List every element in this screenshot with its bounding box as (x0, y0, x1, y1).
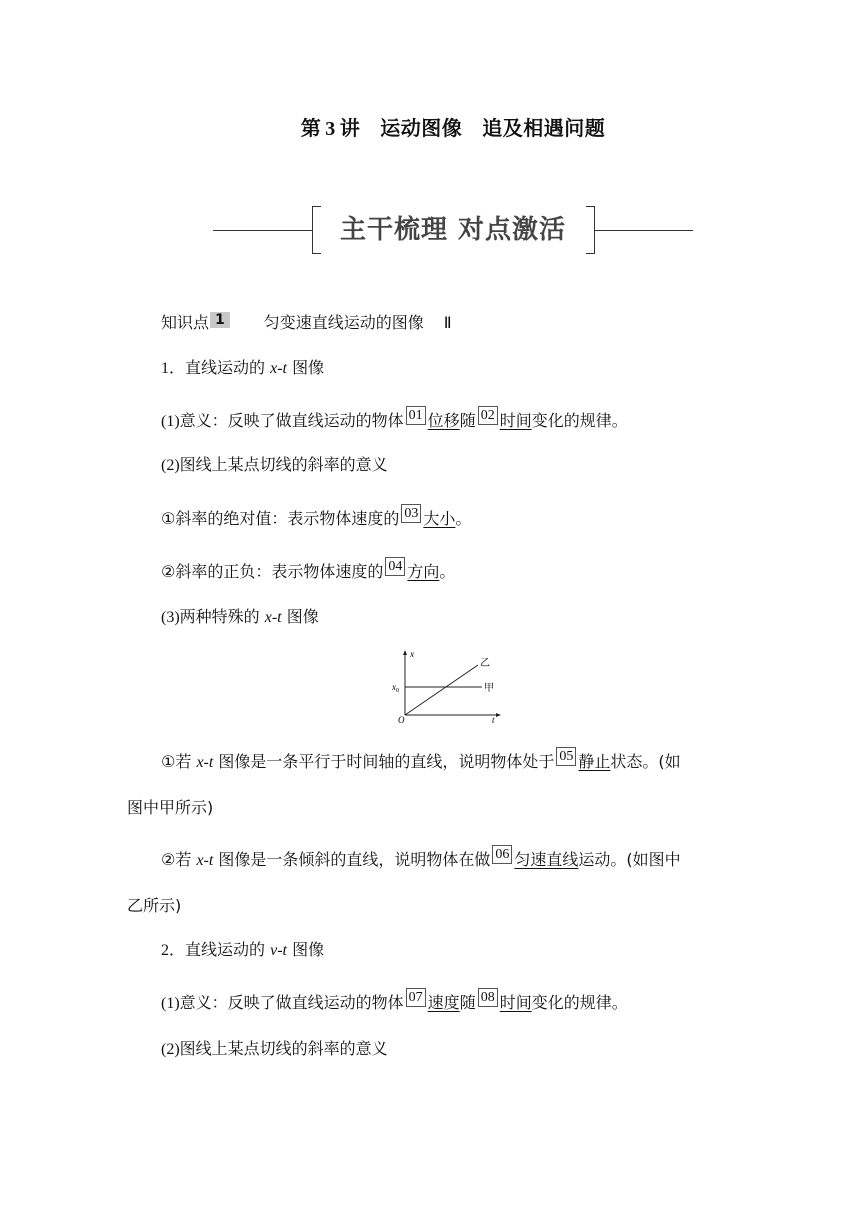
x-axis-label: t (492, 715, 495, 725)
banner-left-rule (213, 230, 312, 231)
section-1-slope-heading: (2)图线上某点切线的斜率的意义 (161, 455, 388, 474)
answer-03: 大小 (423, 509, 456, 528)
section-2-slope-heading: (2)图线上某点切线的斜率的意义 (161, 1039, 388, 1058)
blank-02: 02 (478, 406, 498, 425)
answer-05: 静止 (578, 752, 611, 771)
x-t-graph (388, 645, 508, 725)
origin-label: O (398, 715, 405, 725)
section-1-slope-abs: ①斜率的绝对值：表示物体速度的 03 大小。 (161, 506, 472, 528)
x-axis-arrow (496, 713, 501, 717)
section-1-case-jia: ①若 x-t 图像是一条平行于时间轴的直线，说明物体处于 05 静止状态。(如 (161, 749, 681, 771)
section-2-heading: 2．直线运动的 v-t 图像 (161, 940, 325, 959)
blank-01: 01 (406, 406, 426, 425)
x0-label: $x_0$ (392, 682, 399, 694)
section-banner: 主干梳理 对点激活 (339, 215, 567, 245)
section-1-case-jia-cont: 图中甲所示) (127, 798, 214, 817)
line-yi-label: 乙 (480, 658, 490, 669)
y-axis-label: x (410, 649, 414, 659)
section-1-heading: 1．直线运动的 x-t 图像 (161, 358, 325, 377)
y-axis-arrow (403, 650, 407, 655)
blank-08: 08 (478, 988, 498, 1007)
answer-07: 速度 (427, 993, 460, 1012)
blank-04: 04 (385, 557, 405, 576)
section-1-slope-sign: ②斜率的正负：表示物体速度的 04 方向。 (161, 559, 456, 581)
banner-right-rule (594, 230, 693, 231)
blank-07: 07 (406, 988, 426, 1007)
blank-05: 05 (556, 747, 576, 766)
answer-02: 时间 (499, 411, 532, 430)
line-yi (405, 665, 478, 715)
answer-08: 时间 (499, 993, 532, 1012)
page-title: 第 3 讲 运动图像 追及相遇问题 (300, 116, 606, 140)
section-1-meaning: (1)意义：反映了做直线运动的物体 01 位移随 02 时间变化的规律。 (161, 408, 628, 430)
section-1-case-yi: ②若 x-t 图像是一条倾斜的直线，说明物体在做 06 匀速直线运动。(如图中 (161, 847, 681, 869)
answer-04: 方向 (407, 562, 440, 581)
knowledge-point-heading: 知识点 1 匀变速直线运动的图像 Ⅱ (161, 312, 452, 332)
answer-01: 位移 (427, 411, 460, 430)
section-1-case-yi-cont: 乙所示) (127, 896, 182, 915)
blank-06: 06 (492, 845, 512, 864)
section-1-special-graphs: (3)两种特殊的 x-t 图像 (161, 607, 319, 626)
knowledge-point-badge: 1 (210, 312, 230, 328)
answer-06: 匀速直线 (514, 850, 579, 869)
section-2-meaning: (1)意义：反映了做直线运动的物体 07 速度随 08 时间变化的规律。 (161, 990, 628, 1012)
line-jia-label: 甲 (484, 683, 494, 694)
blank-03: 03 (401, 504, 421, 523)
